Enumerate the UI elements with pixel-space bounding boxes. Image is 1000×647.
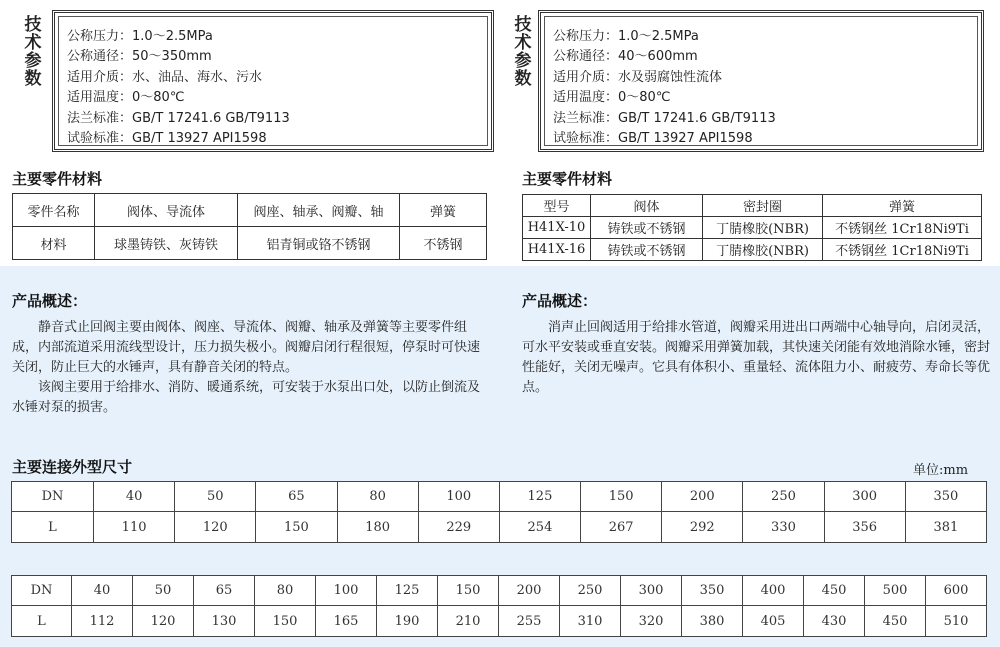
table-cell: 250 xyxy=(743,482,824,512)
table-cell: 弹簧 xyxy=(823,195,982,217)
table-cell: 300 xyxy=(621,576,682,606)
overview-paragraph: 静音式止回阀主要由阀体、阀座、导流体、阀瓣、轴承及弹簧等主要零件组成，内部流道采用流线型设计，压力损失极小。阀瓣启闭行程很短，停泵时可快速关闭，防止巨大的水锤声，具有静音关闭的特点。 xyxy=(12,320,481,375)
left-tech-label xyxy=(22,16,44,88)
table-cell: 80 xyxy=(337,482,418,512)
overview-paragraph: 该阀主要用于给排水、消防、暖通系统，可安装于水泵出口处，以防止倒流及水锤对泵的损害。 xyxy=(12,380,481,415)
table-cell: 381 xyxy=(905,512,986,543)
table-cell: 110 xyxy=(94,512,175,543)
tech-label-char: 术 xyxy=(24,33,42,53)
right-overview-title: 产品概述： xyxy=(522,292,598,310)
table-cell: 阀体 xyxy=(591,195,703,217)
table-cell: 180 xyxy=(337,512,418,543)
table-cell: 铸铁或不锈钢 xyxy=(591,239,703,261)
dimensions-title: 主要连接外型尺寸 xyxy=(12,458,133,476)
table-cell: DN xyxy=(12,482,94,512)
table-cell: 405 xyxy=(743,606,804,637)
table-cell: 600 xyxy=(926,576,987,606)
unit-label: 单位:mm xyxy=(913,463,969,478)
param-row-pressure: 公称压力：1.0～2.5MPa xyxy=(553,29,699,44)
table-cell: 112 xyxy=(72,606,133,637)
table-cell: 150 xyxy=(256,512,337,543)
param-row-pressure: 公称压力：1.0～2.5MPa xyxy=(67,29,213,44)
tech-label-char: 参 xyxy=(24,51,42,71)
table-cell: 450 xyxy=(804,576,865,606)
dimension-table-1 xyxy=(11,481,987,543)
table-cell: 350 xyxy=(682,576,743,606)
param-row-temperature: 适用温度：0～80℃ xyxy=(553,90,671,105)
table-cell: 350 xyxy=(905,482,986,512)
tech-label-char: 参 xyxy=(514,51,532,71)
table-cell: 不锈钢 xyxy=(400,227,487,260)
table-cell: 255 xyxy=(499,606,560,637)
table-cell: 65 xyxy=(256,482,337,512)
table-cell: DN xyxy=(12,576,72,606)
table-cell: 300 xyxy=(824,482,905,512)
table-cell: L xyxy=(12,606,72,637)
left-overview-text xyxy=(12,318,482,418)
table-cell: 200 xyxy=(499,576,560,606)
table-cell: 250 xyxy=(560,576,621,606)
tech-label-char: 技 xyxy=(514,15,532,35)
param-row-temperature: 适用温度：0～80℃ xyxy=(67,90,185,105)
table-cell: 310 xyxy=(560,606,621,637)
tech-label-char: 技 xyxy=(24,15,42,35)
table-cell: 零件名称 xyxy=(13,194,95,227)
param-row-diameter: 公称通径：40～600mm xyxy=(553,49,698,64)
table-cell: 50 xyxy=(133,576,194,606)
table-cell: 弹簧 xyxy=(400,194,487,227)
overview-paragraph: 消声止回阀适用于给排水管道，阀瓣采用进出口两端中心轴导向，启闭灵活，可水平安装或垂直安装。阀瓣采用弹簧加载，其快速关闭能有效地消除水锤，密封性能好，关闭无噪声。它具有体积小、重量轻、流体阻力小、耐疲劳、寿命长等优点。 xyxy=(522,320,991,395)
left-tech-params-box xyxy=(52,10,494,152)
table-row xyxy=(13,227,487,260)
table-cell: 阀座、轴承、阀瓣、轴 xyxy=(238,194,400,227)
table-cell: 229 xyxy=(418,512,499,543)
table-cell: 210 xyxy=(438,606,499,637)
table-cell: 150 xyxy=(255,606,316,637)
table-cell: 190 xyxy=(377,606,438,637)
table-cell: 200 xyxy=(662,482,743,512)
table-cell: 356 xyxy=(824,512,905,543)
tech-label-char: 数 xyxy=(24,69,42,89)
table-cell: 丁腈橡胶(NBR) xyxy=(703,239,823,261)
tech-label-char: 术 xyxy=(514,33,532,53)
right-tech-params-inner xyxy=(544,16,978,146)
param-row-test: 试验标准：GB/T 13927 API1598 xyxy=(553,131,753,146)
table-cell: 40 xyxy=(72,576,133,606)
left-overview-title: 产品概述： xyxy=(12,292,88,310)
table-cell: 100 xyxy=(418,482,499,512)
table-cell: L xyxy=(12,512,94,543)
table-cell: 80 xyxy=(255,576,316,606)
right-overview-text xyxy=(522,318,992,398)
table-cell: 丁腈橡胶(NBR) xyxy=(703,217,823,239)
table-cell: 267 xyxy=(581,512,662,543)
right-materials-table xyxy=(522,194,982,261)
table-row xyxy=(12,512,987,543)
table-row xyxy=(523,239,982,261)
table-cell: 330 xyxy=(743,512,824,543)
table-row xyxy=(12,482,987,512)
table-cell: 320 xyxy=(621,606,682,637)
table-cell: 材料 xyxy=(13,227,95,260)
table-cell: 120 xyxy=(133,606,194,637)
table-cell: 不锈钢丝 1Cr18Ni9Ti xyxy=(823,239,982,261)
table-cell: 100 xyxy=(316,576,377,606)
table-cell: 阀体、导流体 xyxy=(95,194,238,227)
param-row-flange: 法兰标准：GB/T 17241.6 GB/T9113 xyxy=(553,111,776,126)
table-cell: 400 xyxy=(743,576,804,606)
table-cell: 120 xyxy=(175,512,256,543)
param-row-medium: 适用介质：水、油品、海水、污水 xyxy=(67,70,263,85)
table-cell: 40 xyxy=(94,482,175,512)
table-row xyxy=(13,194,487,227)
table-cell: 292 xyxy=(662,512,743,543)
left-tech-params-inner xyxy=(58,16,488,146)
table-row xyxy=(12,606,987,637)
table-row xyxy=(523,217,982,239)
table-cell: 不锈钢丝 1Cr18Ni9Ti xyxy=(823,217,982,239)
table-cell: 铸铁或不锈钢 xyxy=(591,217,703,239)
param-row-flange: 法兰标准：GB/T 17241.6 GB/T9113 xyxy=(67,111,290,126)
param-row-test: 试验标准：GB/T 13927 API1598 xyxy=(67,131,267,146)
left-materials-table xyxy=(12,193,487,260)
table-cell: 125 xyxy=(499,482,580,512)
tech-label-char: 数 xyxy=(514,69,532,89)
right-materials-title: 主要零件材料 xyxy=(522,170,613,188)
table-cell: 50 xyxy=(175,482,256,512)
table-row xyxy=(523,195,982,217)
table-cell: 130 xyxy=(194,606,255,637)
table-cell: 125 xyxy=(377,576,438,606)
table-cell: 500 xyxy=(865,576,926,606)
table-cell: 510 xyxy=(926,606,987,637)
table-cell: H41X-10 xyxy=(523,217,591,239)
param-row-diameter: 公称通径：50～350mm xyxy=(67,49,212,64)
left-materials-title: 主要零件材料 xyxy=(12,170,103,188)
table-cell: 65 xyxy=(194,576,255,606)
table-cell: 球墨铸铁、灰铸铁 xyxy=(95,227,238,260)
table-cell: 165 xyxy=(316,606,377,637)
table-cell: 150 xyxy=(581,482,662,512)
table-cell: 430 xyxy=(804,606,865,637)
table-cell: 380 xyxy=(682,606,743,637)
table-cell: 150 xyxy=(438,576,499,606)
right-tech-label xyxy=(512,16,534,88)
table-row xyxy=(12,576,987,606)
table-cell: 密封圈 xyxy=(703,195,823,217)
dimension-table-2 xyxy=(11,575,987,637)
table-cell: H41X-16 xyxy=(523,239,591,261)
table-cell: 型号 xyxy=(523,195,591,217)
table-cell: 铝青铜或铬不锈钢 xyxy=(238,227,400,260)
table-cell: 450 xyxy=(865,606,926,637)
param-row-medium: 适用介质：水及弱腐蚀性流体 xyxy=(553,70,723,85)
right-tech-params-box xyxy=(538,10,984,152)
table-cell: 254 xyxy=(499,512,580,543)
